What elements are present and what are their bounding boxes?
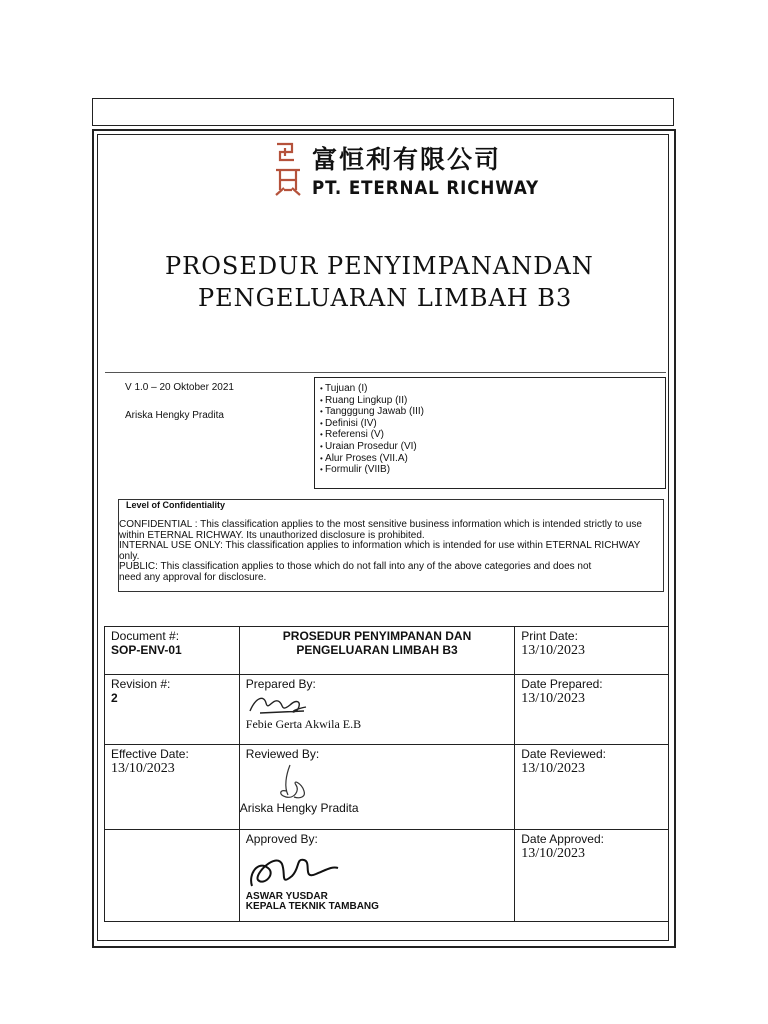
toc-item: • Ruang Lingkup (II) [320, 395, 424, 407]
document-number-value: SOP-ENV-01 [111, 643, 182, 657]
print-date-label: Print Date: [521, 629, 578, 643]
revision-label: Revision #: [111, 677, 171, 691]
header-empty-box [92, 98, 674, 126]
date-approved-value: 13/10/2023 [521, 846, 586, 861]
confidentiality-line: INTERNAL USE ONLY: This classification applies to information which is intended for use within ETERNAL RICHWAY [119, 540, 641, 552]
print-date-cell [515, 627, 669, 675]
empty-cell [105, 830, 240, 922]
prepared-by-cell [239, 675, 514, 745]
divider [105, 372, 666, 373]
toc-item: • Definisi (IV) [320, 418, 424, 430]
print-date-value: 13/10/2023 [521, 643, 586, 658]
revision-cell [105, 675, 240, 745]
toc-item: • Alur Proses (VII.A) [320, 453, 424, 465]
effective-date-cell [105, 745, 240, 830]
company-seal-icon [272, 140, 306, 200]
confidentiality-line: within ETERNAL RICHWAY. Its unauthorized disclosure is prohibited. [119, 529, 425, 541]
preparer-signature-icon [246, 691, 316, 717]
reviewer-signature-icon [260, 761, 330, 801]
date-reviewed-label: Date Reviewed: [521, 747, 606, 761]
confidentiality-line: only. [119, 550, 140, 562]
center-title-cell [239, 627, 514, 675]
table-of-contents [320, 383, 424, 476]
date-reviewed-value: 13/10/2023 [521, 761, 586, 776]
effective-date-label: Effective Date: [111, 747, 189, 761]
document-number-label: Document #: [111, 629, 180, 643]
confidentiality-title: Level of Confidentiality [126, 500, 226, 510]
toc-item: • Tangggung Jawab (III) [320, 406, 424, 418]
toc-item: • Tujuan (I) [320, 383, 424, 395]
preparer-name: Febie Gerta Akwila E.B [245, 717, 362, 731]
approver-role: KEPALA TEKNIK TAMBANG [245, 901, 379, 912]
document-control-table [104, 626, 669, 922]
revision-value: 2 [111, 691, 118, 705]
approver-signature-icon [246, 846, 346, 892]
version-info: V 1.0 – 20 Oktober 2021 [125, 382, 234, 393]
toc-item: • Uraian Prosedur (VI) [320, 441, 424, 453]
approver-name: ASWAR YUSDAR [245, 891, 328, 902]
reviewed-by-cell [239, 745, 514, 830]
reviewed-by-label: Reviewed By: [245, 747, 320, 761]
approved-by-cell [239, 830, 514, 922]
document-number-cell [105, 627, 240, 675]
date-reviewed-cell [515, 745, 669, 830]
center-title-line1: PROSEDUR PENYIMPANAN DAN [282, 629, 472, 643]
company-name-chinese: 富恒利有限公司 [312, 145, 502, 174]
prepared-by-label: Prepared By: [245, 677, 316, 691]
confidentiality-line: CONFIDENTIAL : This classification applies to the most sensitive business information which is intended strictly to use [119, 519, 642, 530]
document-title-line2: PENGELUARAN LIMBAH B3 [198, 284, 573, 312]
author-name: Ariska Hengky Pradita [125, 410, 224, 421]
company-name-english: PT. ETERNAL RICHWAY [312, 177, 540, 199]
toc-item: • Formulir (VIIB) [320, 464, 424, 476]
effective-date-value: 13/10/2023 [111, 761, 175, 776]
reviewer-name: Ariska Hengky Pradita [239, 801, 359, 815]
date-approved-label: Date Approved: [521, 832, 604, 846]
confidentiality-line: PUBLIC: This classification applies to those which do not fall into any of the above categories and does not [119, 561, 592, 573]
date-prepared-value: 13/10/2023 [521, 691, 586, 706]
confidentiality-line: need any approval for disclosure. [119, 571, 267, 583]
date-approved-cell [515, 830, 669, 922]
approved-by-label: Approved By: [245, 832, 318, 846]
date-prepared-label: Date Prepared: [521, 677, 603, 691]
document-title-line1: PROSEDUR PENYIMPANANDAN [165, 252, 594, 280]
confidentiality-text [119, 520, 664, 584]
center-title-line2: PENGELUARAN LIMBAH B3 [296, 643, 458, 657]
date-prepared-cell [515, 675, 669, 745]
toc-item: • Referensi (V) [320, 429, 424, 441]
